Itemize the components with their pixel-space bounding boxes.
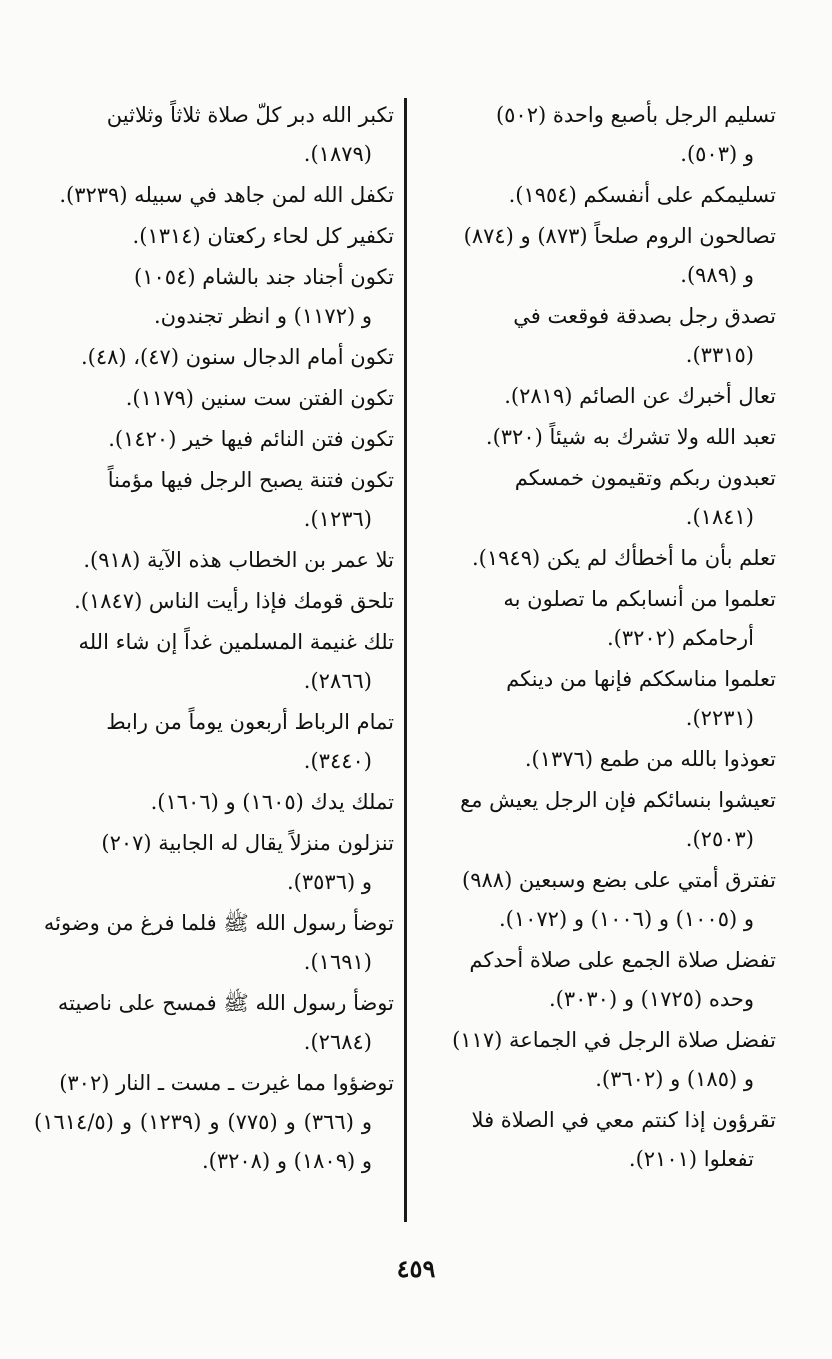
page-number: ٤٥٩ xyxy=(396,1254,436,1283)
entry-first-line: تكفل الله لمن جاهد في سبيله (٣٢٣٩). xyxy=(59,183,394,207)
entry-continuation: (٣٣١٥). xyxy=(685,343,754,367)
entry-continuation: و (١١٧٢) و انظر تجندون. xyxy=(154,304,372,328)
index-entry xyxy=(414,217,776,295)
index-entry xyxy=(34,96,394,174)
index-entry xyxy=(414,941,776,1019)
entry-first-line: تعلموا من أنسابكم ما تصلون به xyxy=(503,587,776,611)
entry-continuation: و (١٨٥) و (٣٦٠٢). xyxy=(595,1067,754,1091)
entry-first-line: تكون الفتن ست سنين (١١٧٩). xyxy=(125,386,394,410)
entry-continuation: (١٨٤١). xyxy=(685,505,754,529)
index-entry xyxy=(34,1064,394,1181)
entry-first-line: توضؤوا مما غيرت ـ مست ـ النار (٣٠٢) xyxy=(59,1071,394,1095)
entry-first-line: تعال أخبرك عن الصائم (٢٨١٩). xyxy=(504,384,776,408)
entry-first-line: تمام الرباط أربعون يوماً من رابط xyxy=(106,710,394,734)
entry-continuation: (١٢٣٦). xyxy=(303,507,372,531)
index-entry xyxy=(414,96,776,174)
index-entry xyxy=(34,420,394,459)
index-entry xyxy=(414,1021,776,1099)
index-entry xyxy=(34,541,394,580)
index-entry xyxy=(414,176,776,215)
entry-continuation: (١٨٧٩). xyxy=(303,142,372,166)
right-column xyxy=(414,96,776,1181)
entry-first-line: تكفير كل لحاء ركعتان (١٣١٤). xyxy=(132,224,394,248)
entry-first-line: تعيشوا بنسائكم فإن الرجل يعيش مع xyxy=(460,788,776,812)
entry-first-line: توضأ رسول الله ﷺ فلما فرغ من وضوئه xyxy=(43,911,394,935)
index-entry xyxy=(34,824,394,902)
entry-first-line: تقرؤون إذا كنتم معي في الصلاة فلا xyxy=(471,1108,776,1132)
entry-first-line: تفترق أمتي على بضع وسبعين (٩٨٨) xyxy=(462,868,776,892)
entry-first-line: توضأ رسول الله ﷺ فمسح على ناصيته xyxy=(57,991,394,1015)
entry-first-line: تلحق قومك فإذا رأيت الناس (١٨٤٧). xyxy=(74,589,394,613)
left-column xyxy=(34,96,394,1183)
entry-continuation: (٢٦٨٤). xyxy=(303,1030,372,1054)
index-entry xyxy=(34,783,394,822)
entry-continuation: و (٣٦٦) و (٧٧٥) و (١٢٣٩) و (١٦١٤/٥) و (١٨٠٩) و (٣٢٠٨). xyxy=(34,1110,372,1173)
index-entry xyxy=(414,660,776,738)
entry-continuation: و (٩٨٩). xyxy=(680,263,754,287)
entry-first-line: تلك غنيمة المسلمين غداً إن شاء الله xyxy=(78,630,394,654)
entry-first-line: تفضل صلاة الرجل في الجماعة (١١٧) xyxy=(452,1028,776,1052)
entry-first-line: تفضل صلاة الجمع على صلاة أحدكم xyxy=(469,948,776,972)
index-entry xyxy=(34,703,394,781)
entry-continuation: تفعلوا (٢١٠١). xyxy=(628,1147,754,1171)
entry-continuation: و (٥٠٣). xyxy=(680,142,754,166)
index-entry xyxy=(34,623,394,701)
entry-first-line: تكون فتنة يصبح الرجل فيها مؤمناً xyxy=(107,468,394,492)
entry-continuation: (٢٥٠٣). xyxy=(685,827,754,851)
index-entry xyxy=(414,539,776,578)
index-entry xyxy=(34,461,394,539)
index-entry xyxy=(414,861,776,939)
index-entry xyxy=(414,740,776,779)
index-entry xyxy=(34,338,394,377)
entry-first-line: تصالحون الروم صلحاً (٨٧٣) و (٨٧٤) xyxy=(463,224,776,248)
entry-first-line: تسليمكم على أنفسكم (١٩٥٤). xyxy=(508,183,776,207)
entry-first-line: تكون أجناد جند بالشام (١٠٥٤) xyxy=(134,265,394,289)
entry-continuation: (١٦٩١). xyxy=(303,950,372,974)
entry-continuation: أرحامكم (٣٢٠٢). xyxy=(606,626,754,650)
entry-continuation: و (٣٥٣٦). xyxy=(286,870,372,894)
entry-first-line: تكون فتن النائم فيها خير (١٤٢٠). xyxy=(108,427,394,451)
entry-first-line: تلا عمر بن الخطاب هذه الآية (٩١٨). xyxy=(83,548,394,572)
entry-first-line: تسليم الرجل بأصبع واحدة (٥٠٢) xyxy=(495,103,776,127)
entry-continuation: و (١٠٠٥) و (١٠٠٦) و (١٠٧٢). xyxy=(498,907,754,931)
index-entry xyxy=(34,904,394,982)
entry-continuation: (٢٨٦٦). xyxy=(303,669,372,693)
entry-first-line: تعوذوا بالله من طمع (١٣٧٦). xyxy=(524,747,776,771)
index-entry xyxy=(34,379,394,418)
entry-continuation: (٣٤٤٠). xyxy=(303,749,372,773)
index-entry xyxy=(34,582,394,621)
entry-continuation: (٢٢٣١). xyxy=(685,706,754,730)
entry-first-line: تعلم بأن ما أخطأك لم يكن (١٩٤٩). xyxy=(471,546,776,570)
index-entry xyxy=(414,580,776,658)
entry-first-line: تكون أمام الدجال سنون (٤٧)، (٤٨). xyxy=(80,345,394,369)
entry-first-line: تنزلون منزلاً يقال له الجابية (٢٠٧) xyxy=(101,831,394,855)
index-entry xyxy=(414,459,776,537)
entry-first-line: تعبدون ربكم وتقيمون خمسكم xyxy=(514,466,776,490)
entry-first-line: تعبد الله ولا تشرك به شيئاً (٣٢٠). xyxy=(485,425,776,449)
index-entry xyxy=(414,297,776,375)
index-entry xyxy=(34,258,394,336)
index-entry xyxy=(414,1101,776,1179)
column-divider xyxy=(404,98,407,1222)
index-entry xyxy=(414,377,776,416)
entry-first-line: تصدق رجل بصدقة فوقعت في xyxy=(513,304,776,328)
entry-first-line: تملك يدك (١٦٠٥) و (١٦٠٦). xyxy=(150,790,394,814)
index-entry xyxy=(414,781,776,859)
entry-continuation: وحده (١٧٢٥) و (٣٠٣٠). xyxy=(548,987,754,1011)
index-entry xyxy=(34,176,394,215)
index-entry xyxy=(34,984,394,1062)
index-entry xyxy=(34,217,394,256)
entry-first-line: تكبر الله دبر كلّ صلاة ثلاثاً وثلاثين xyxy=(106,103,394,127)
entry-first-line: تعلموا مناسككم فإنها من دينكم xyxy=(506,667,776,691)
index-entry xyxy=(414,418,776,457)
